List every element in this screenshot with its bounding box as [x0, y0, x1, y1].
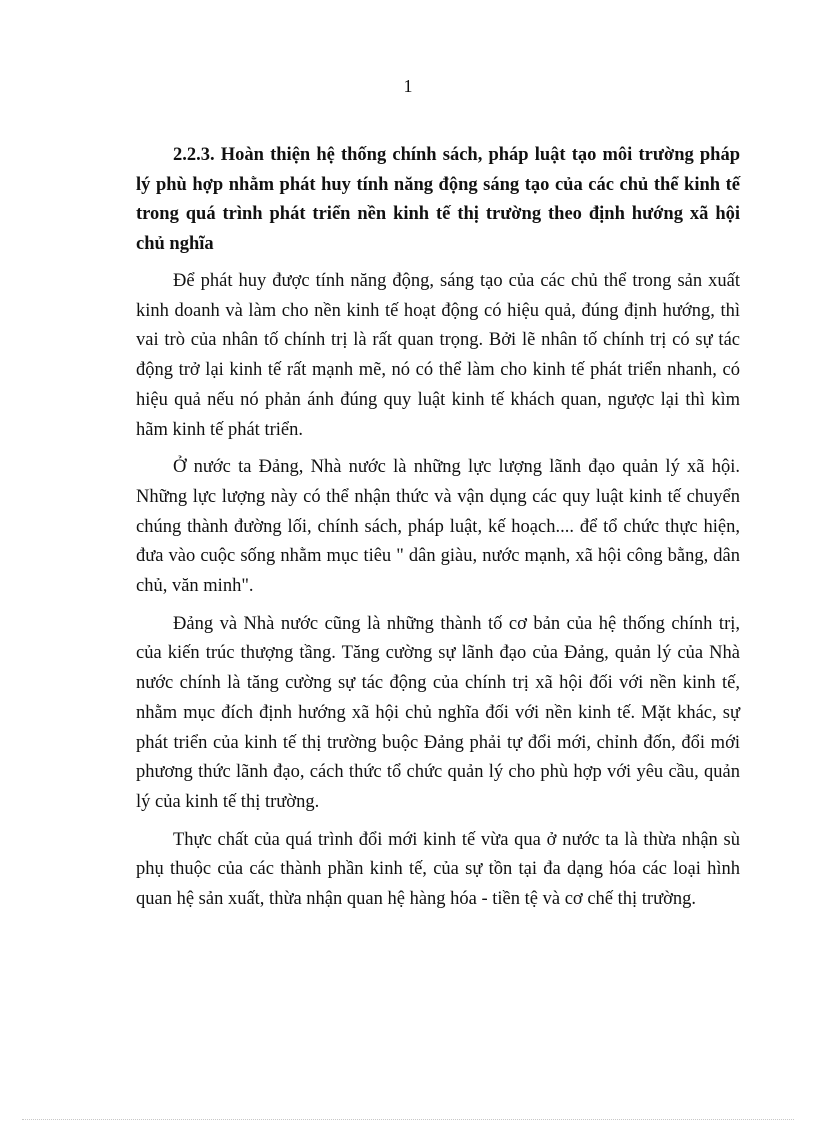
paragraph-3: Đảng và Nhà nước cũng là những thành tố cơ bản của hệ thống chính trị, của kiến trúc thượng tầng. Tăng cường sự lãnh đạo của Đảng, quản lý của Nhà nước chính là tăng cường sự tác động của chính trị xã hội đối với nền kinh tế, nhằm mục đích định hướng xã hội chủ nghĩa đối với nền kinh tế. Mặt khác, sự phát triển của kinh tế thị trường buộc Đảng phải tự đổi mới, chỉnh đốn, đổi mới phương thức lãnh đạo, cách thức tổ chức quản lý cho phù hợp với yêu cầu, quản lý của kinh tế thị trường. — [136, 613, 740, 812]
paragraph-4: Thực chất của quá trình đổi mới kinh tế vừa qua ở nước ta là thừa nhận sù phụ thuộc của các thành phần kinh tế, của sự tồn tại đa dạng hóa các loại hình quan hệ sản xuất, thừa nhận quan hệ hàng hóa - tiền tệ và cơ chế thị trường. — [136, 829, 740, 910]
page-content — [136, 141, 740, 923]
page-number: 1 — [403, 76, 413, 96]
page-bottom-divider — [22, 1119, 794, 1120]
section-heading: 2.2.3. Hoàn thiện hệ thống chính sách, pháp luật tạo môi trường pháp lý phù hợp nhằm phát huy tính năng động sáng tạo của các chủ thể kinh tế trong quá trình phát triển nền kinh tế thị trường theo định hướng xã hội chủ nghĩa — [136, 145, 740, 254]
paragraph-2: Ở nước ta Đảng, Nhà nước là những lực lượng lãnh đạo quản lý xã hội. Những lực lượng này có thể nhận thức và vận dụng các quy luật kinh tế chuyển chúng thành đường lối, chính sách, pháp luật, kế hoạch.... để tổ chức thực hiện, đưa vào cuộc sống nhằm mục tiêu " dân giàu, nước mạnh, xã hội công bằng, dân chủ, văn minh". — [136, 457, 740, 597]
paragraph-1: Để phát huy được tính năng động, sáng tạo của các chủ thể trong sản xuất kinh doanh và làm cho nền kinh tế hoạt động có hiệu quả, đúng định hướng, thì vai trò của nhân tố chính trị là rất quan trọng. Bởi lẽ nhân tố chính trị có sự tác động trở lại kinh tế rất mạnh mẽ, nó có thể làm cho kinh tế phát triển nhanh, có hiệu quả nếu nó phản ánh đúng quy luật kinh tế khách quan, ngược lại thì kìm hãm kinh tế phát triển. — [136, 271, 740, 440]
